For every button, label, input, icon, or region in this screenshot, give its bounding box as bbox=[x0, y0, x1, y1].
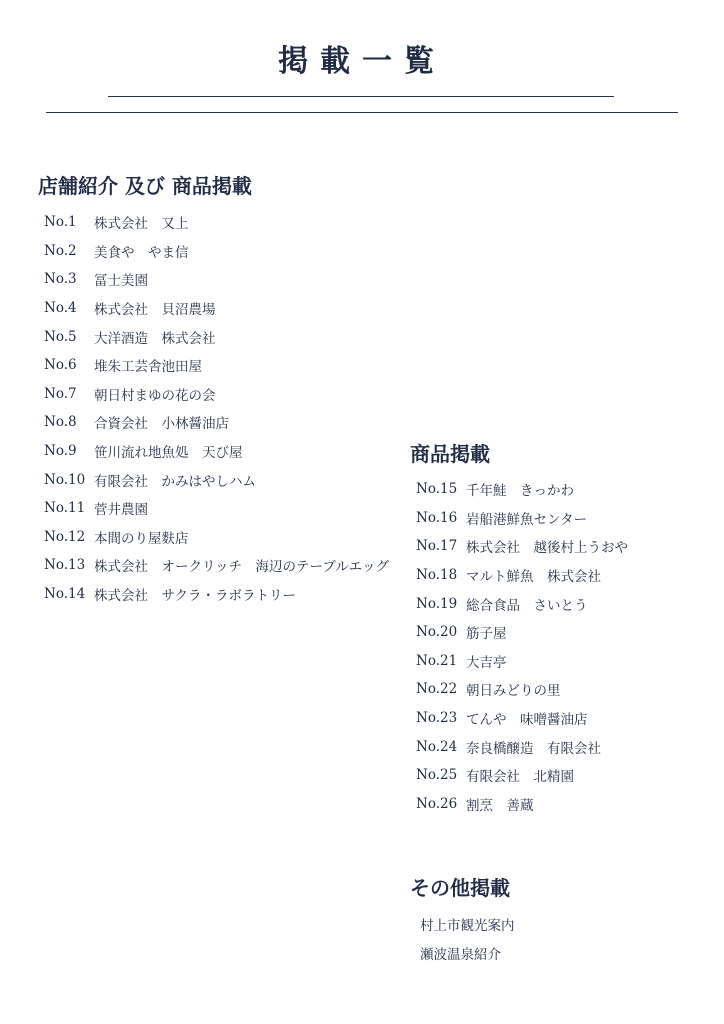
list-item bbox=[44, 437, 389, 466]
item-name: 合資会社 小林醤油店 bbox=[94, 416, 229, 433]
item-name: てんや 味噌醤油店 bbox=[466, 712, 588, 729]
list-item bbox=[44, 380, 389, 409]
item-name: 総合食品 さいとう bbox=[466, 597, 588, 614]
item-number: No.26 bbox=[416, 795, 458, 812]
item-name: 奈良橋醸造 有限会社 bbox=[466, 740, 601, 757]
other-list bbox=[420, 910, 515, 967]
item-number: No.16 bbox=[416, 509, 458, 526]
item-name: 割烹 善蔵 bbox=[466, 797, 534, 814]
item-name: 株式会社 オークリッチ 海辺のテーブルエッグ bbox=[94, 559, 389, 576]
title-divider-bottom bbox=[46, 112, 678, 113]
list-item bbox=[44, 580, 389, 609]
list-item bbox=[44, 494, 389, 523]
title-divider-top bbox=[108, 96, 614, 97]
item-number: No.20 bbox=[416, 624, 458, 641]
item-name: 大吉亭 bbox=[466, 654, 507, 671]
item-name: 岩船港鮮魚センター bbox=[466, 511, 587, 528]
store-list bbox=[44, 208, 389, 608]
item-number: No.14 bbox=[44, 586, 86, 603]
item-name: 株式会社 又上 bbox=[94, 216, 189, 233]
list-item bbox=[416, 618, 628, 647]
item-number: No.6 bbox=[44, 357, 77, 374]
item-number: No.24 bbox=[416, 738, 458, 755]
item-name: 朝日みどりの里 bbox=[466, 683, 561, 700]
list-item bbox=[416, 675, 628, 704]
products-list bbox=[416, 475, 628, 818]
item-number: No.5 bbox=[44, 328, 77, 345]
item-number: No.8 bbox=[44, 414, 77, 431]
item-name: 菅井農園 bbox=[94, 502, 148, 519]
list-item: 瀬波温泉紹介 bbox=[420, 946, 501, 963]
item-name: 大洋酒造 株式会社 bbox=[94, 330, 216, 347]
item-number: No.1 bbox=[44, 214, 77, 231]
list-item: 村上市観光案内 bbox=[420, 918, 515, 935]
item-number: No.19 bbox=[416, 595, 458, 612]
list-item bbox=[416, 647, 628, 676]
list-item bbox=[416, 561, 628, 590]
item-name: マルト鮮魚 株式会社 bbox=[466, 569, 601, 586]
page-title: 掲載一覧 bbox=[278, 44, 446, 79]
item-name: 千年鮭 きっかわ bbox=[466, 483, 574, 500]
list-item bbox=[416, 790, 628, 819]
item-number: No.9 bbox=[44, 443, 77, 460]
list-item bbox=[416, 504, 628, 533]
list-item bbox=[44, 208, 389, 237]
item-name: 笹川流れ地魚処 天び屋 bbox=[94, 445, 243, 462]
list-item bbox=[416, 589, 628, 618]
item-number: No.13 bbox=[44, 557, 86, 574]
section-heading-other: その他掲載 bbox=[410, 876, 510, 900]
item-number: No.17 bbox=[416, 538, 458, 555]
list-item bbox=[44, 322, 389, 351]
item-name: 株式会社 貝沼農場 bbox=[94, 302, 216, 319]
list-item bbox=[44, 265, 389, 294]
item-name: 有限会社 北精園 bbox=[466, 769, 574, 786]
item-number: No.12 bbox=[44, 528, 86, 545]
item-name: 株式会社 越後村上うおや bbox=[466, 540, 628, 557]
list-item bbox=[44, 465, 389, 494]
item-name: 冨士美園 bbox=[94, 273, 148, 290]
item-number: No.22 bbox=[416, 681, 458, 698]
item-name: 堆朱工芸舎池田屋 bbox=[94, 359, 202, 376]
list-item bbox=[44, 294, 389, 323]
list-item bbox=[416, 704, 628, 733]
list-item bbox=[416, 475, 628, 504]
item-number: No.21 bbox=[416, 652, 458, 669]
item-number: No.7 bbox=[44, 385, 77, 402]
item-number: No.15 bbox=[416, 481, 458, 498]
list-item bbox=[44, 408, 389, 437]
list-item bbox=[44, 551, 389, 580]
list-item bbox=[44, 523, 389, 552]
item-number: No.10 bbox=[44, 471, 86, 488]
item-name: 朝日村まゆの花の会 bbox=[94, 387, 216, 404]
list-item bbox=[416, 732, 628, 761]
item-name: 株式会社 サクラ・ラボラトリー bbox=[94, 588, 296, 605]
item-number: No.25 bbox=[416, 767, 458, 784]
list-item bbox=[416, 761, 628, 790]
item-number: No.4 bbox=[44, 300, 77, 317]
list-item bbox=[44, 237, 389, 266]
item-number: No.23 bbox=[416, 710, 458, 727]
item-name: 筋子屋 bbox=[466, 626, 507, 643]
item-number: No.11 bbox=[44, 500, 86, 517]
item-name: 本間のり屋麩店 bbox=[94, 530, 189, 547]
item-number: No.3 bbox=[44, 271, 77, 288]
item-number: No.18 bbox=[416, 567, 458, 584]
item-number: No.2 bbox=[44, 242, 77, 259]
item-name: 美食や やま信 bbox=[94, 244, 189, 261]
list-item bbox=[416, 532, 628, 561]
item-name: 有限会社 かみはやしハム bbox=[94, 473, 256, 490]
list-item bbox=[44, 351, 389, 380]
section-heading-products: 商品掲載 bbox=[410, 442, 490, 466]
section-heading-store: 店舗紹介 及び 商品掲載 bbox=[38, 174, 252, 198]
